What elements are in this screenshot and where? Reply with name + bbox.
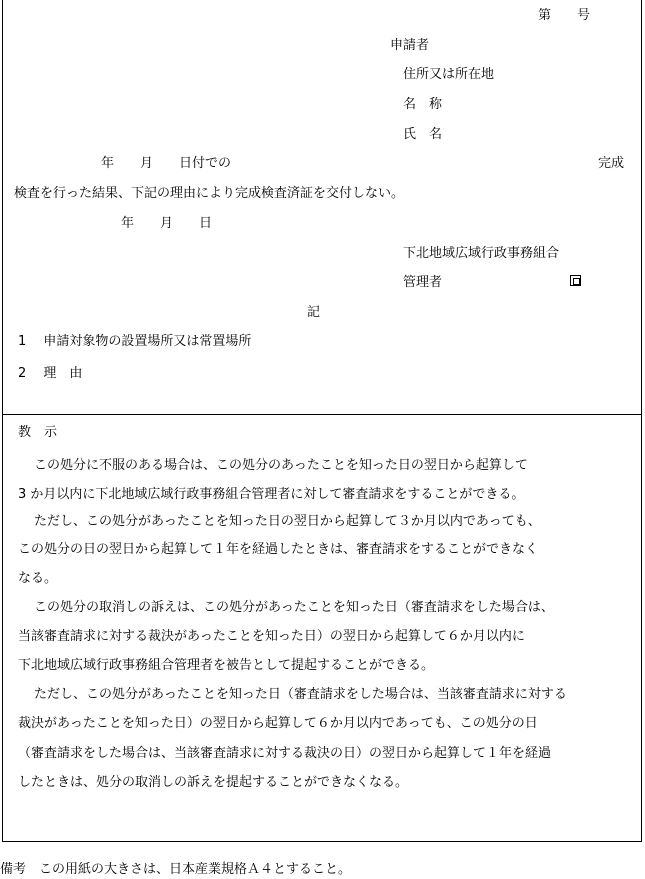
date-line-left: 年 月 日付での <box>101 156 232 171</box>
item-reason: 2 理 由 <box>18 366 83 381</box>
organization-name: 下北地域広域行政事務組合 <box>403 246 560 261</box>
seal-icon <box>570 275 581 286</box>
remark-footer: 備考 この用紙の大きさは、日本産業規格Ａ４とすること。 <box>0 862 352 877</box>
applicant-label: 申請者 <box>390 38 430 53</box>
instruction-title: 教 示 <box>18 425 58 440</box>
instruction-line: この処分の日の翌日から起算して１年を経過したときは、審査請求をすることができなく <box>18 542 539 557</box>
instruction-line: 当該審査請求に対する裁決があったことを知った日）の翌日から起算して６か月以内に <box>18 629 525 644</box>
instruction-line: 裁決があったことを知った日）の翌日から起算して６か月以内であっても、この処分の日 <box>18 716 538 731</box>
number-label: 第 号 <box>538 8 591 23</box>
instruction-line: なる。 <box>18 571 58 586</box>
instruction-line: この処分に不服のある場合は、この処分のあったことを知った日の翌日から起算して <box>34 458 528 473</box>
notice-body: 検査を行った結果、下記の理由により完成検査済証を交付しない。 <box>14 186 405 201</box>
instruction-line: ただし、この処分があったことを知った日（審査請求をした場合は、当該審査請求に対する <box>34 687 567 702</box>
section-divider <box>2 414 642 415</box>
ki-label: 記 <box>307 305 321 320</box>
instruction-line: （審査請求をした場合は、当該審査請求に対する裁決の日）の翌日から起算して１年を経過 <box>18 746 552 761</box>
instruction-line: 3 か月以内に下北地域広域行政事務組合管理者に対して審査請求をすることができる。 <box>18 487 525 502</box>
person-name-label: 氏 名 <box>403 127 443 142</box>
instruction-line: したときは、処分の取消しの訴えを提起することができなくなる。 <box>18 775 409 790</box>
instruction-line: 下北地域広域行政事務組合管理者を被告として提起することができる。 <box>18 658 435 673</box>
item-location: 1 申請対象物の設置場所又は常置場所 <box>18 334 252 349</box>
manager-label: 管理者 <box>403 275 443 290</box>
instruction-line: この処分の取消しの訴えは、この処分があったことを知った日（審査請求をした場合は、 <box>34 600 554 615</box>
name-label: 名 称 <box>403 97 443 112</box>
address-label: 住所又は所在地 <box>403 67 495 82</box>
instruction-line: ただし、この処分があったことを知った日の翌日から起算して３か月以内であっても、 <box>34 514 541 529</box>
date-line-right: 完成 <box>598 156 625 171</box>
issue-date: 年 月 日 <box>121 216 213 231</box>
